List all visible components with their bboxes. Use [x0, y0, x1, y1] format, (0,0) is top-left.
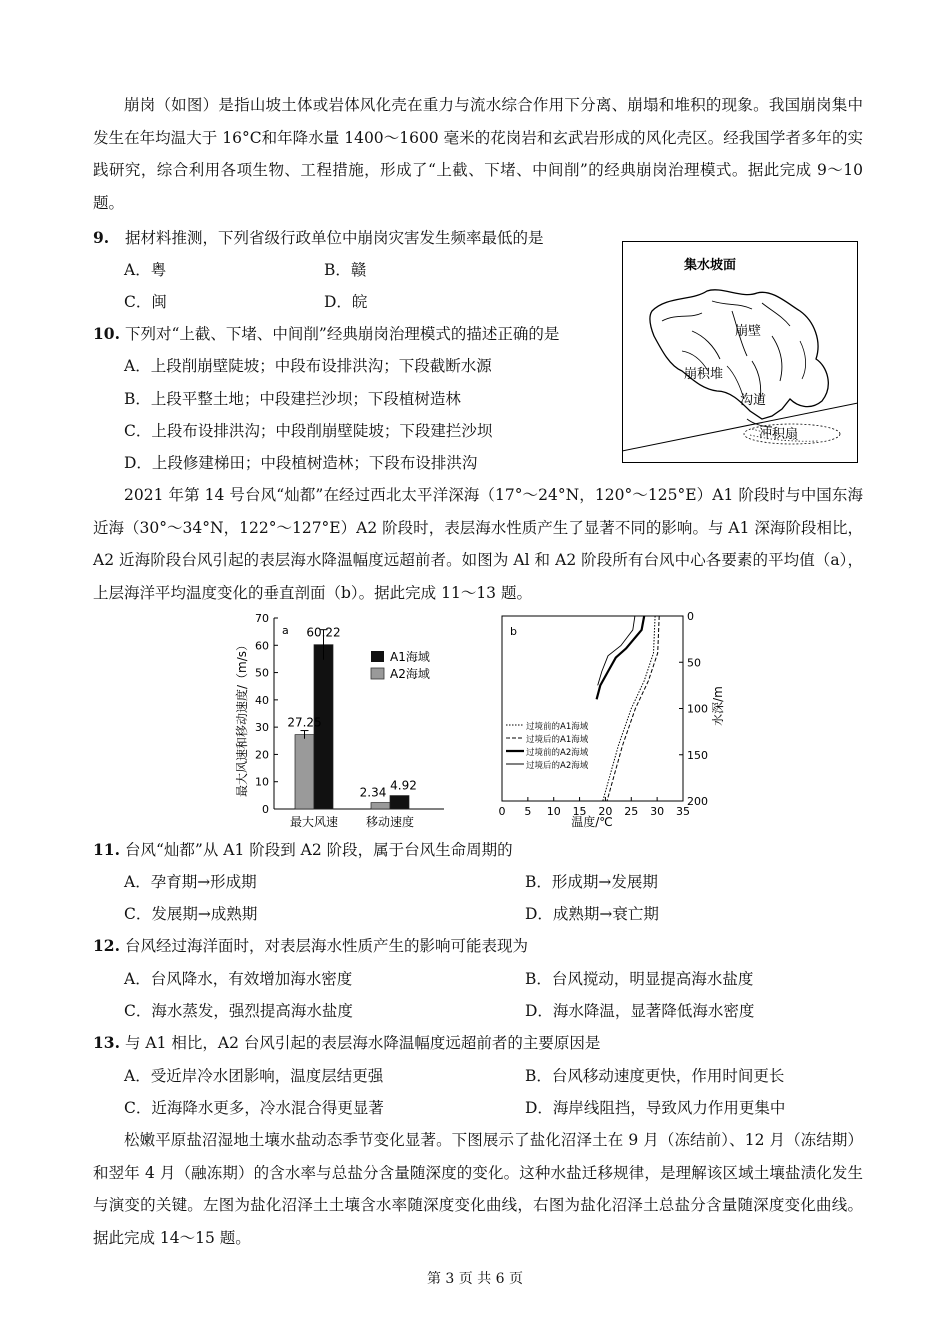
chart-b-xtick-label: 5: [524, 805, 532, 818]
option-13d[interactable]: D．海岸线阻挡，导致风力作用更集中: [525, 1099, 786, 1117]
option-9a[interactable]: A．粤: [124, 261, 167, 279]
panel-label-b: b: [510, 625, 517, 638]
option-11a[interactable]: A．孕育期→形成期: [124, 873, 257, 891]
label-collapse-wall: 崩壁: [735, 324, 762, 339]
bar-data-label-a2-1: 2.34: [359, 785, 387, 800]
label-debris-pile: 崩积堆: [684, 367, 724, 382]
option-12a[interactable]: A．台风降水，有效增加海水密度: [124, 970, 353, 988]
question-13: [93, 1027, 863, 1059]
chart-a-ytick-label: 30: [255, 721, 269, 735]
question-number: 10.: [93, 324, 120, 343]
category-label-move-speed: 移动速度: [365, 815, 415, 829]
option-12c[interactable]: C．海水蒸发，强烈提高海水盐度: [124, 1002, 353, 1020]
option-9c[interactable]: C．闽: [124, 293, 167, 311]
question-number: 9.: [93, 228, 110, 247]
question-11: [93, 834, 863, 866]
option-11d[interactable]: D．成熟期→衰亡期: [525, 905, 659, 923]
chart-a-ytick-label: 20: [255, 748, 269, 762]
option-12b[interactable]: B．台风搅动，明显提高海水盐度: [525, 970, 754, 988]
chart-b-xtick-label: 20: [598, 805, 613, 818]
label-gully: 沟道: [740, 393, 767, 408]
label-catchment-slope: 集水坡面: [684, 258, 737, 273]
chart-a-ytick-label: 0: [262, 803, 269, 816]
bar-a2-1: [371, 803, 390, 809]
bar-data-label-a2-0: 27.25: [287, 715, 322, 730]
option-12d[interactable]: D．海水降温，显著降低海水密度: [525, 1002, 755, 1020]
legend-swatch-a2: [371, 668, 384, 679]
bar-data-label-a1-1: 4.92: [390, 778, 417, 793]
legend-swatch-a1: [371, 651, 384, 662]
bar-a2-0: [295, 735, 314, 809]
legend-label-a2: A2海域: [390, 667, 430, 681]
question-number: 12.: [93, 936, 120, 955]
passage-intro-3: 松嫩平原盐沼湿地土壤水盐动态季节变化显著。下图展示了盐化沼泽土在 9 月（冻结前）、12 月（冻结期）和翌年 4 月（融冻期）的含水率与总盐分含量随深度的变化。这种水盐迁移规律，是理解该区域土壤盐渍化发生与演变的关键。左图为盐化沼泽土土壤含水率随深度变化曲线，右图为盐化沼泽土总盐分含量随深度变化曲线。据此完成 14～15 题。: [93, 1131, 863, 1247]
panel-label-a: a: [282, 624, 289, 637]
question-stem: 台风经过海洋面时，对表层海水性质产生的影响可能表现为: [125, 937, 529, 955]
option-10c[interactable]: C．上段布设排洪沟；中段削崩壁陡坡；下段建拦沙坝: [124, 422, 493, 440]
chart-b-xtick-label: 25: [624, 805, 639, 818]
question-9: [93, 222, 613, 254]
chart-b-ytick-label: 200: [687, 795, 708, 808]
chart-a-ytick-label: 50: [255, 666, 269, 680]
legend-label-a1: A1海域: [390, 650, 430, 664]
chart-a-ytick-label: 40: [255, 693, 269, 707]
chart-b-xtick-label: 0: [498, 805, 506, 818]
legend-b-2: 过境后的A1海域: [526, 735, 589, 745]
question-stem: 与 A1 相比，A2 台风引起的表层海水降温幅度远超前者的主要原因是: [125, 1034, 601, 1052]
option-9b[interactable]: B．赣: [324, 261, 367, 279]
chart-b-xlabel: 温度/℃: [571, 815, 613, 829]
chart-b-xtick-label: 35: [676, 805, 690, 818]
question-stem: 据材料推测，下列省级行政单位中崩岗灾害发生频率最低的是: [125, 229, 544, 247]
legend-b-4: 过境后的A2海域: [526, 761, 589, 771]
bar-a1-1: [390, 796, 409, 809]
page-footer: 第 3 页 共 6 页: [426, 1271, 524, 1287]
question-12: [93, 930, 863, 962]
passage-intro-2: 2021 年第 14 号台风“灿都”在经过西北太平洋深海（17°～24°N，120°～125°E）A1 阶段时与中国东海近海（30°～34°N，122°～127°E）A2 阶段时，表层海水性质产生了显著不同的影响。与 A1 深海阶段相比，A2 近海阶段台风引起的表层海水降温幅度远超前者。如图为 Al 和 A2 阶段所有台风中心各要素的平均值（a），上层海洋平均温度变化的垂直剖面（b）。据此完成 11～13 题。: [93, 486, 863, 602]
option-10a[interactable]: A．上段削崩壁陡坡；中段布设排洪沟；下段截断水源: [124, 357, 492, 375]
chart-b-ylabel: 水深/m: [711, 686, 725, 726]
chart-a-typhoon-speeds: [228, 610, 464, 830]
option-13b[interactable]: B．台风移动速度更快，作用时间更长: [525, 1067, 785, 1085]
option-11b[interactable]: B．形成期→发展期: [525, 873, 658, 891]
question-10: [93, 318, 613, 350]
chart-a-ytick-label: 70: [255, 612, 269, 625]
chart-a-ytick-label: 60: [255, 639, 269, 653]
question-number: 11.: [93, 840, 120, 859]
option-11c[interactable]: C．发展期→成熟期: [124, 905, 258, 923]
label-alluvial-fan: 冲积扇: [759, 427, 799, 442]
chart-a-ytick-label: 10: [255, 775, 269, 789]
chart-a-ylabel: 最大风速和移动速度/（m/s）: [235, 638, 249, 798]
category-label-max-wind: 最大风速: [289, 815, 339, 829]
chart-b-xtick-label: 10: [546, 805, 561, 818]
chart-b-ytick-label: 50: [687, 656, 701, 670]
question-stem: 台风“灿都”从 A1 阶段到 A2 阶段，属于台风生命周期的: [125, 841, 513, 859]
benggang-diagram: [622, 241, 858, 463]
chart-b-xtick-label: 30: [650, 805, 665, 818]
chart-b-ytick-label: 100: [687, 702, 708, 716]
option-9d[interactable]: D．皖: [324, 293, 368, 311]
chart-b-ytick-label: 150: [687, 748, 708, 762]
question-stem: 下列对“上截、下堵、中间削”经典崩岗治理模式的描述正确的是: [125, 325, 560, 343]
option-13a[interactable]: A．受近岸冷水团影响，温度层结更强: [124, 1067, 384, 1085]
chart-b-xtick-label: 15: [572, 805, 587, 818]
chart-b-ytick-label: 0: [687, 610, 694, 623]
option-10b[interactable]: B．上段平整土地；中段建拦沙坝；下段植树造林: [124, 390, 461, 408]
option-10d[interactable]: D．上段修建梯田；中段植树造林；下段布设排洪沟: [124, 454, 478, 472]
option-13c[interactable]: C．近海降水更多，冷水混合得更显著: [124, 1099, 384, 1117]
passage-intro-1: 崩岗（如图）是指山坡土体或岩体风化壳在重力与流水综合作用下分离、崩塌和堆积的现象。我国崩岗集中发生在年均温大于 16°C和年降水量 1400～1600 毫米的花岗岩和玄武岩形成的风化壳区。经我国学者多年的实践研究，综合利用各项生物、工程措施，形成了“上截、下堵、中间削”的经典崩岗治理模式。据此完成 9～10 题。: [93, 96, 863, 212]
bar-data-label-a1-0: 60.22: [306, 625, 341, 640]
question-number: 13.: [93, 1033, 120, 1052]
chart-b-frame: [502, 616, 683, 801]
legend-b-1: 过境前的A1海域: [526, 722, 589, 732]
chart-b-temperature-profile: [490, 606, 740, 830]
legend-b-3: 过境前的A2海域: [526, 748, 589, 758]
